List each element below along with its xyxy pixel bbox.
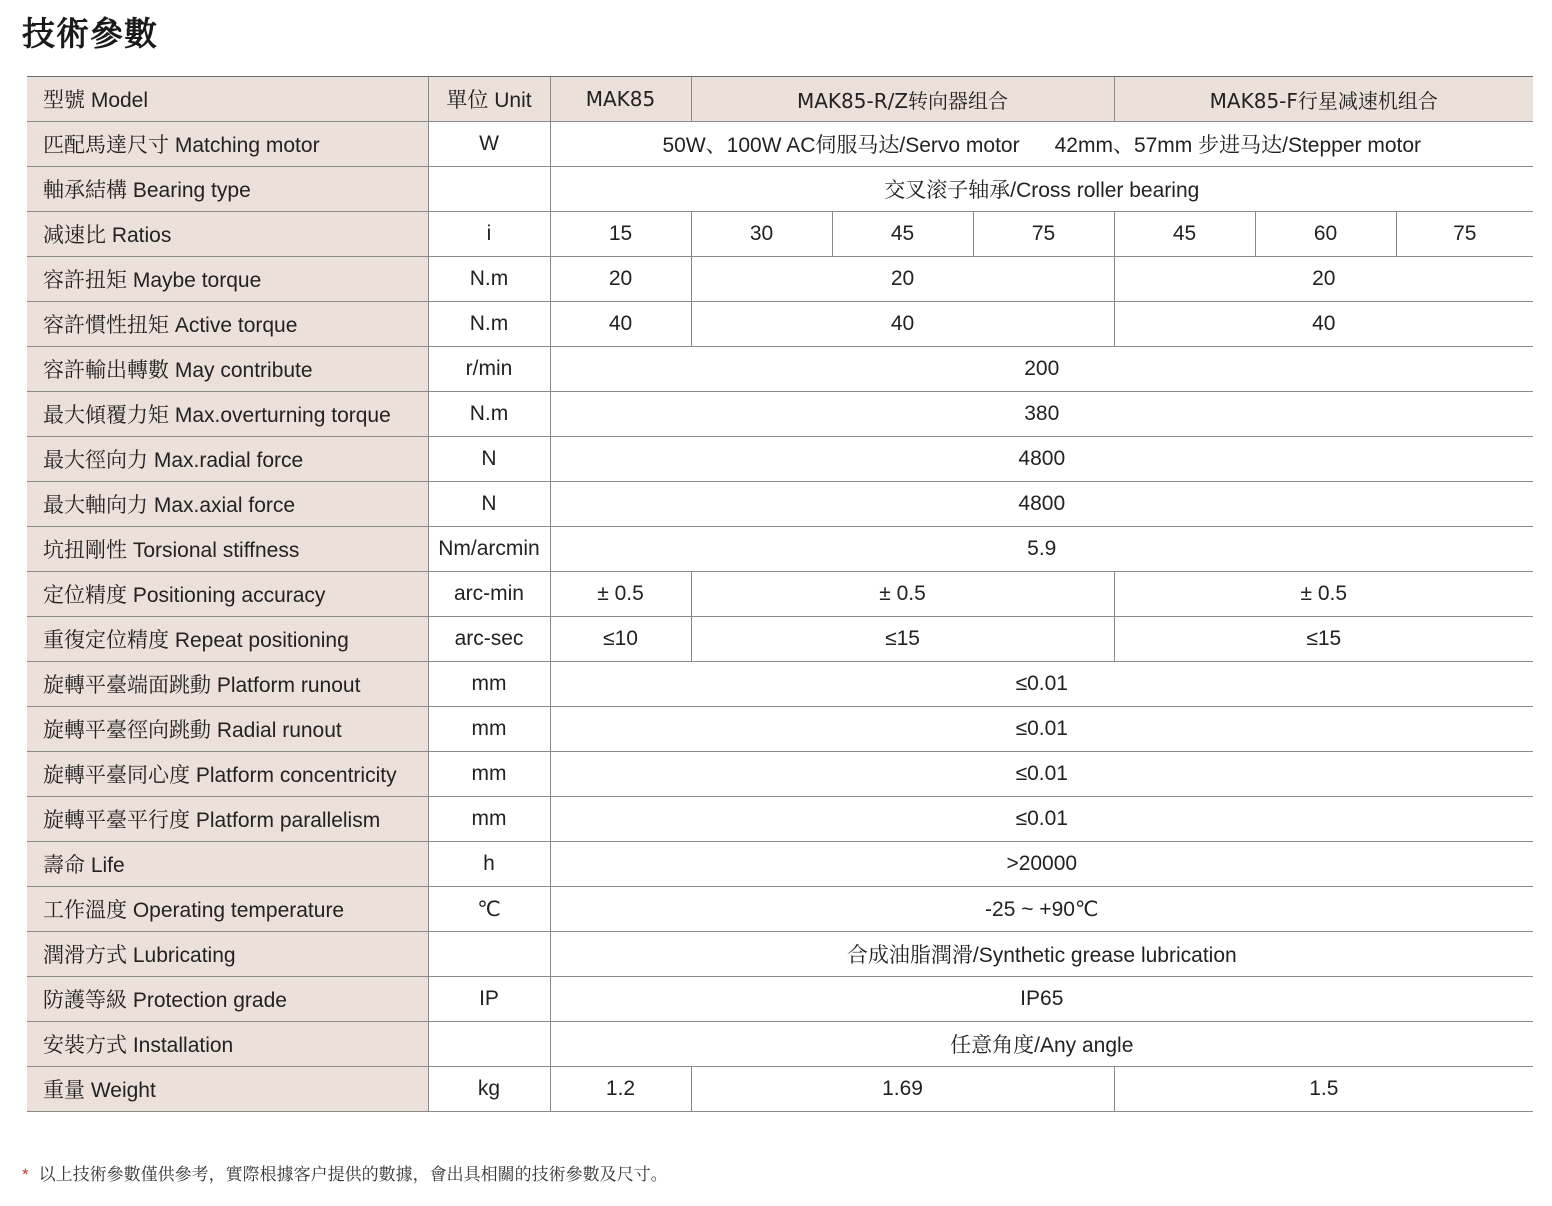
value-cell: 1.69 [691,1067,1114,1112]
unit-cell [428,1022,550,1067]
unit-cell: N.m [428,392,550,437]
header-model: MAK85 [550,77,691,122]
param-label: 重量 Weight [27,1067,428,1112]
table-row [27,887,1533,932]
param-label: 定位精度 Positioning accuracy [27,572,428,617]
param-label: 坑扭剛性 Torsional stiffness [27,527,428,572]
value-cell: ± 0.5 [691,572,1114,617]
unit-cell [428,167,550,212]
header-unit: 單位 Unit [428,77,550,122]
value-cell: 5.9 [550,527,1533,572]
param-label: 防護等級 Protection grade [27,977,428,1022]
table-row [27,167,1533,212]
unit-cell: Nm/arcmin [428,527,550,572]
table-row [27,797,1533,842]
table-header-row [27,77,1533,122]
value-cell: -25 ~ +90℃ [550,887,1533,932]
footnote [22,1163,668,1187]
value-cell: ≤0.01 [550,752,1533,797]
header-param: 型號 Model [27,77,428,122]
value-cell: 50W、100W AC伺服马达/Servo motor 42mm、57mm 步进马达/Stepper motor [550,122,1533,167]
value-cell: 20 [691,257,1114,302]
value-cell: 200 [550,347,1533,392]
value-cell: 40 [691,302,1114,347]
param-label: 旋轉平臺平行度 Platform parallelism [27,797,428,842]
value-cell: 40 [550,302,691,347]
param-label: 旋轉平臺端面跳動 Platform runout [27,662,428,707]
unit-cell: W [428,122,550,167]
table-row [27,482,1533,527]
table-row [27,437,1533,482]
spec-table [27,76,1533,1112]
table-row [27,1067,1533,1112]
unit-cell: mm [428,797,550,842]
value-cell: 75 [973,212,1114,257]
value-cell: 交叉滚子轴承/Cross roller bearing [550,167,1533,212]
unit-cell: mm [428,752,550,797]
unit-cell: N.m [428,257,550,302]
table-row [27,842,1533,887]
value-cell: ≤10 [550,617,691,662]
unit-cell: kg [428,1067,550,1112]
table-row [27,527,1533,572]
param-label: 容許扭矩 Maybe torque [27,257,428,302]
unit-cell: h [428,842,550,887]
footnote-mark: * [22,1165,29,1184]
value-cell: ≤0.01 [550,707,1533,752]
value-cell: 15 [550,212,691,257]
param-label: 潤滑方式 Lubricating [27,932,428,977]
table-row [27,572,1533,617]
unit-cell: N.m [428,302,550,347]
table-row [27,752,1533,797]
param-label: 最大軸向力 Max.axial force [27,482,428,527]
param-label: 軸承結構 Bearing type [27,167,428,212]
param-label: 旋轉平臺同心度 Platform concentricity [27,752,428,797]
value-cell: 380 [550,392,1533,437]
value-cell: 30 [691,212,832,257]
table-row [27,257,1533,302]
param-label: 旋轉平臺徑向跳動 Radial runout [27,707,428,752]
value-cell: ≤15 [691,617,1114,662]
value-cell: 1.2 [550,1067,691,1112]
value-cell: IP65 [550,977,1533,1022]
unit-cell: mm [428,707,550,752]
value-cell: ± 0.5 [550,572,691,617]
table-row [27,977,1533,1022]
value-cell: >20000 [550,842,1533,887]
value-cell: 20 [1114,257,1533,302]
table-row [27,122,1533,167]
value-cell: ≤0.01 [550,662,1533,707]
value-cell: 20 [550,257,691,302]
unit-cell: N [428,482,550,527]
param-label: 容許輸出轉數 May contribute [27,347,428,392]
unit-cell [428,932,550,977]
param-label: 重復定位精度 Repeat positioning [27,617,428,662]
value-cell: 75 [1396,212,1533,257]
header-model: MAK85-R/Z转向器组合 [691,77,1114,122]
value-cell: 任意角度/Any angle [550,1022,1533,1067]
param-label: 容許慣性扭矩 Active torque [27,302,428,347]
param-label: 壽命 Life [27,842,428,887]
unit-cell: arc-min [428,572,550,617]
param-label: 减速比 Ratios [27,212,428,257]
table-row [27,707,1533,752]
value-cell: 45 [832,212,973,257]
value-cell: 60 [1255,212,1396,257]
unit-cell: ℃ [428,887,550,932]
table-row [27,392,1533,437]
value-cell: 45 [1114,212,1255,257]
table-row [27,932,1533,977]
value-cell: 合成油脂潤滑/Synthetic grease lubrication [550,932,1533,977]
unit-cell: arc-sec [428,617,550,662]
table-row [27,617,1533,662]
value-cell: 4800 [550,437,1533,482]
value-cell: 4800 [550,482,1533,527]
unit-cell: IP [428,977,550,1022]
table-row [27,662,1533,707]
value-cell: 1.5 [1114,1067,1533,1112]
param-label: 工作溫度 Operating temperature [27,887,428,932]
header-model: MAK85-F行星减速机组合 [1114,77,1533,122]
value-cell: 40 [1114,302,1533,347]
unit-cell: r/min [428,347,550,392]
table-row [27,1022,1533,1067]
param-label: 匹配馬達尺寸 Matching motor [27,122,428,167]
table-row [27,347,1533,392]
param-label: 安裝方式 Installation [27,1022,428,1067]
table-row [27,302,1533,347]
param-label: 最大徑向力 Max.radial force [27,437,428,482]
page-title: 技術參數 [22,15,158,52]
footnote-text: 以上技術參數僅供參考，實際根據客户提供的數據，會出具相關的技術參數及尺寸。 [38,1165,668,1184]
unit-cell: i [428,212,550,257]
unit-cell: N [428,437,550,482]
value-cell: ≤0.01 [550,797,1533,842]
unit-cell: mm [428,662,550,707]
value-cell: ≤15 [1114,617,1533,662]
table-row [27,212,1533,257]
value-cell: ± 0.5 [1114,572,1533,617]
param-label: 最大傾覆力矩 Max.overturning torque [27,392,428,437]
